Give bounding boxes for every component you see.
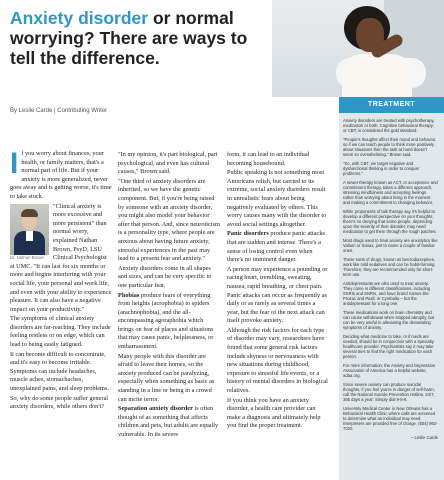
byline: By Leslie Carde | Contributing Writer [10, 108, 108, 114]
treatment-sidebar [339, 97, 444, 480]
sidebar-paragraph: Anxiety disorders are treated with psychotherapy, medication or both. Cognitive behavioral therapy, or CBT, is considered the gold standard. [343, 118, 435, 133]
paragraph: If you think you have an anxiety disorder, a health care provider can make a diagnosis and ultimately help you find the proper treatment. [227, 396, 321, 430]
sidebar-paragraph: Most drugs used to treat anxiety are anxiolytics like Valium or Xanax, just to name a couple of familiar ones. [343, 238, 438, 253]
sidebar-heading: TREATMENT [339, 97, 444, 113]
paragraph: The symptoms of clinical anxiety disorders are far-reaching. They include feeling restless or on edge, which can lead to being easily fatigued. [10, 315, 111, 349]
paragraph: form, it can lead to an individual becoming housebound. [227, 151, 310, 167]
sidebar-paragraph: Deciding what medicine to take, or if meds are needed, should be in conjunction with a specialty healthcare provider. Psychiatrists say it may take several tries to find the right medication for each person. [343, 334, 434, 359]
photo-caption: Dr. Nathan Brown [10, 254, 44, 260]
paragraph: is often thought of as something that affects children and pets, but adults are equally vulnerable. In its severe [118, 405, 219, 438]
article-title [10, 8, 260, 68]
paragraph: Public speaking is not something most Americans relish, but carried to its extreme, social anxiety disorders result in unrealistic fears about being negatively evaluated by others. This worry causes many with the disorder to avoid social settings altogether. [227, 169, 327, 228]
sidebar-paragraph: While proponents of talk therapy say it's helpful to develop a different perspective on your thoughts, there's no denying that some people, depending upon the severity of their disorder, may need medication to get them through the rough patches. [343, 209, 437, 234]
sidebar-paragraph: These sorts of drugs, known as benzodiazepines, work like mild sedatives and can be habit-forming. Therefore, they are recommended only for short-term use. [343, 257, 436, 277]
paragraph: A person may experience a pounding or racing heart, trembling, sweating, nausea, rapid breathing, or chest pain. Panic attacks can occur as frequently as daily or as rarely as several times a year, but the fear of the next attack can itself provoke anxiety. [227, 265, 328, 325]
sidebar-body [339, 113, 444, 440]
paragraph: Although the risk factors for each type of disorder may vary, researchers have found that some general risk factors include shyness or nervousness with new situations during childhood, exposure to stressful life events, or a history of mental disorders in biological relatives. [227, 326, 328, 395]
paragraph: produce fears of everything from heights (acrophobia) to spiders (arachnophobia), and the all-encompassing agoraphobia which brings on fear of places and situations that may cause panic, helplessness, or embarrassment. [118, 291, 214, 351]
paragraph: Anxiety disorders come in all shapes and sizes, and can be very specific to one particular fear. [118, 264, 212, 289]
article-column-2 [118, 151, 220, 441]
paragraph: f you worry about finances, your health, or family matters, that's a normal part of life. But if your anxiety is more generalized, never goes away and is getting worse, it's time to take stock. [10, 150, 112, 200]
title-rest: or normal worrying? There are ways to tell the difference. [10, 8, 248, 68]
sidebar-paragraph: University Medical Center in New Orleans has a Behavioral Health Clinic where calls are screened to determine what an individual may need. Interpreters are provided free of charge. (504) 962-7020. [343, 406, 438, 431]
paragraph: Many people with this disorder are afraid to leave their homes, so the anxiety produced can be paralyzing, especially when something as basic as standing in a line or being in a crowd can incite terror. [118, 352, 215, 403]
drop-cap: I [10, 147, 19, 180]
sidebar-paragraph: These medications work on brain chemistry and can cause withdrawal when stopped abruptly, but can be very useful in alleviating the devastating symptoms of anxiety. [343, 310, 435, 330]
sidebar-paragraph: "People's thoughts affect their mood and behavior, so if we can teach people to think more positively about situations then the task at hand doesn't seem so overwhelming," Brown said. [343, 137, 437, 157]
subheading: Phobias [118, 291, 140, 299]
hero-image [272, 0, 444, 97]
sidebar-paragraph: Antidepressants are also used to treat anxiety. They come in different classifications, including SSRIs and SNRIs, and have brand names like Prozac and Paxil, or Cymbalta – but the antidepressant for a long one. [343, 281, 431, 306]
article-column-1 [10, 147, 112, 413]
paragraph: "Clinical anxiety is more excessive and more persistent" than normal worry, explained Nathan Brown, PsyD, LSU Clinical Psychologist at UMC. "It can last for six months or more and begins interfering with your social life, your personal and work life, and even with your ability to experience pleasure. It can also have a negative impact on your productivity." [10, 202, 112, 313]
article-column-3 [227, 151, 329, 432]
sidebar-paragraph: For more information, the Anxiety and Depression Association of America has a helpful website, adaa.org. [343, 363, 436, 378]
sidebar-paragraph: "So, with CBT, we target negative and dysfunctional thinking in order to conquer problems." [343, 161, 420, 176]
subheading: Separation anxiety disorder [118, 405, 193, 413]
sidebar-paragraph: A newer therapy known as ACT, or acceptance and commitment therapy, takes a different approach, stressing mindfulness and accepting feelings rather than worrying about living in the moment and making a commitment to changing behavior. [343, 180, 438, 205]
sidebar-signature: – Leslie Carde [410, 435, 438, 440]
paragraph: So, why do some people suffer general anxiety disorders, while others don't? [10, 394, 108, 411]
title-highlight: Anxiety disorder [10, 8, 149, 28]
portrait-photo [10, 204, 49, 255]
paragraph: "In my opinion, it's part biological, part psychological, and even has cultural causes," Brown said. [118, 151, 218, 176]
sidebar-paragraph: Since severe anxiety can produce suicidal thoughts, if you feel you're in danger of self-harm, call the National Suicide Prevention Hotline, 24/7, 365 days a year: Simply dial 9-8-8. [343, 382, 435, 402]
author-photo-block [10, 204, 49, 261]
paragraph: produce panic attacks that are sudden and intense. There's a sense of losing control even when there's no imminent danger. [227, 230, 325, 264]
paragraph: "One third of anxiety disorders are inherited, so we have the genetic component. But, if you're being raised by someone with an anxiety disorder, you might also model your behavior after that person. And, since neuroticism is a personality type, where people are anxious about having future anxiety, stressful experiences in the past may lead to a present fear and anxiety." [118, 177, 220, 263]
paragraph: It can become difficult to concentrate, and it's easy to become irritable. Symptoms can include headaches, muscle aches, stomachaches, unexplained pains, and sleep problems. [10, 350, 109, 393]
subheading: Panic disorders [227, 230, 269, 238]
